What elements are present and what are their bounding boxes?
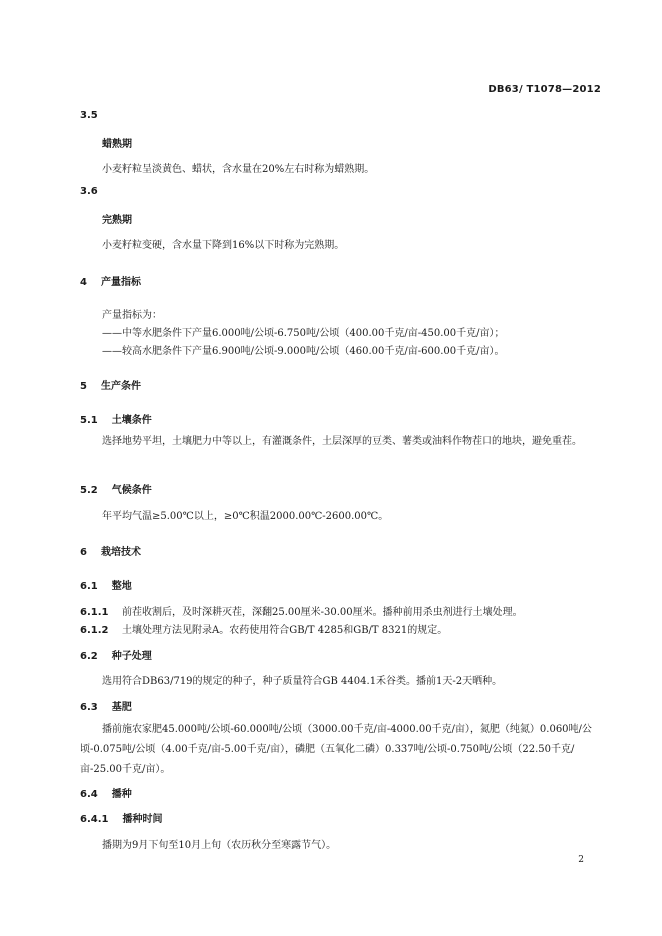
page-number: 2 [578,855,584,865]
term-wax-ripeness: 蜡熟期 [102,139,132,150]
section-5-2-heading: 5.2 气候条件 [80,485,152,496]
soil-conditions-text: 选择地势平坦，土壤肥力中等以上，有灌溉条件，土层深厚的豆类、薯类或油料作物茬口的地块，避免重茬。 [102,436,582,447]
section-5-heading: 5 生产条件 [80,381,141,392]
yield-line-medium: ——中等水肥条件下产量6.000吨/公顷-6.750吨/公顷（400.00千克/亩-450.00千克/亩）； [102,328,505,339]
section-6-2-heading: 6.2 种子处理 [80,651,152,662]
clause-3-5-number: 3.5 [80,110,98,121]
item-6-1-2: 6.1.2 土壤处理方法见附录A。农药使用符合GB/T 4285和GB/T 8321的规定。 [80,625,448,636]
document-code: DB63/ T1078—2012 [488,84,601,95]
section-6-3-heading: 6.3 基肥 [80,702,132,713]
yield-intro: 产量指标为： [102,310,162,321]
definition-wax-ripeness: 小麦籽粒呈淡黄色、蜡状，含水量在20%左右时称为蜡熟期。 [102,164,375,175]
section-4-heading: 4 产量指标 [80,277,141,288]
item-6-1-1: 6.1.1 前茬收割后，及时深耕灭茬，深翻25.00厘米-30.00厘米。播种前用杀虫剂进行土壤处理。 [80,607,523,618]
section-6-1-heading: 6.1 整地 [80,581,132,592]
seed-treatment-text: 选用符合DB63/719的规定的种子，种子质量符合GB 4404.1禾谷类。播前1天-2天晒种。 [102,676,503,687]
term-full-ripeness: 完熟期 [102,215,132,226]
yield-line-high: ——较高水肥条件下产量6.900吨/公顷-9.000吨/公顷（460.00千克/亩-600.00千克/亩）。 [102,346,505,357]
sowing-time-text: 播期为9月下旬至10月上旬（农历秋分至寒露节气）。 [102,840,337,851]
section-6-heading: 6 栽培技术 [80,547,141,558]
definition-full-ripeness: 小麦籽粒变硬，含水量下降到16%以下时称为完熟期。 [102,240,345,251]
section-5-1-heading: 5.1 土壤条件 [80,415,152,426]
clause-3-6-number: 3.6 [80,186,98,197]
section-6-4-1-heading: 6.4.1 播种时间 [80,814,163,825]
base-fertilizer-text: 播前施农家肥45.000吨/公顷-60.000吨/公顷（3000.00千克/亩-4000.00千克/亩），氮肥（纯氮）0.060吨/公顷-0.075吨/公顷（4.00千克/亩-5.00千克/亩），磷肥（五氧化二磷）0.337吨/公顷-0.750吨/公顷（22.50千克/亩-25.00千克/亩）。 [80,724,592,775]
section-6-4-heading: 6.4 播种 [80,789,132,800]
climate-conditions-text: 年平均气温≥5.00℃以上，≥0℃积温2000.00℃-2600.00℃。 [102,511,389,522]
